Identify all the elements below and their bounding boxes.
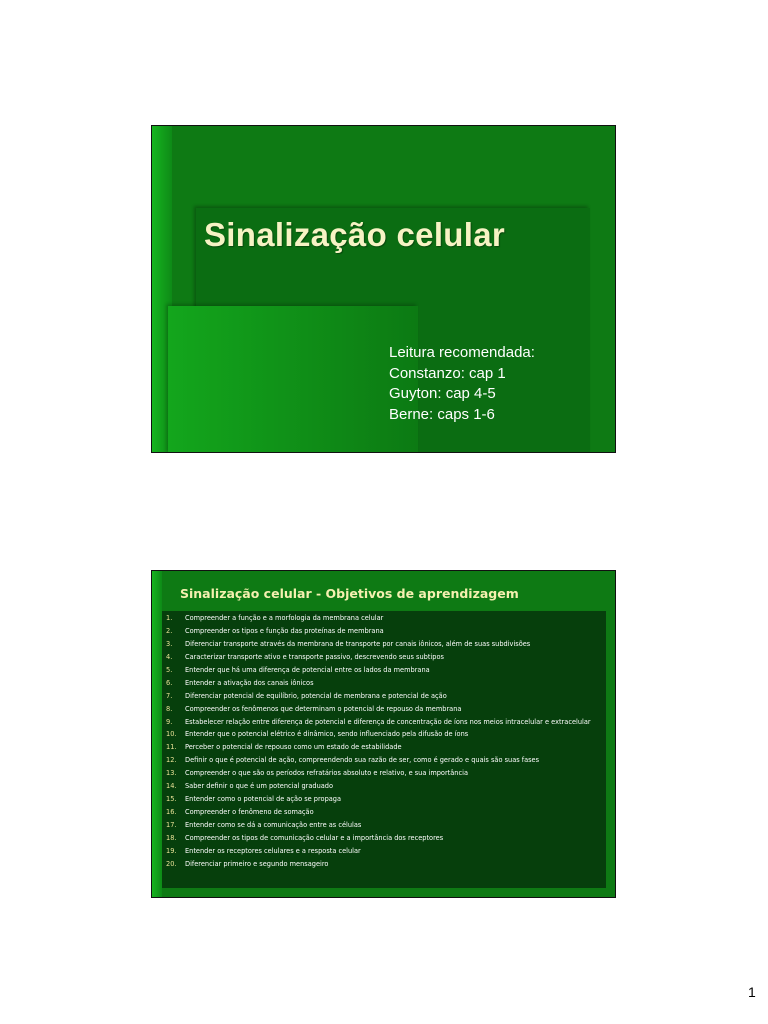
objective-item <box>166 808 604 817</box>
objective-text: Perceber o potencial de repouso como um estado de estabilidade <box>185 743 402 752</box>
objective-text: Entender como o potencial de ação se propaga <box>185 795 342 804</box>
objective-text: Entender a ativação dos canais iônicos <box>185 678 314 687</box>
objective-number: 18. <box>166 833 177 842</box>
objective-number: 16. <box>166 808 177 817</box>
objective-item <box>166 860 604 869</box>
objective-number: 10. <box>166 730 177 739</box>
slide-2 <box>151 570 616 898</box>
objective-item <box>166 730 604 739</box>
page-number: 1 <box>748 984 756 1000</box>
objective-number: 20. <box>166 859 177 868</box>
objectives-panel <box>162 611 606 888</box>
objective-text: Compreender o que são os períodos refratários absoluto e relativo, e sua importância <box>185 769 468 778</box>
objective-text: Compreender os fenômenos que determinam o potencial de repouso da membrana <box>185 704 462 713</box>
slide-1-title: Sinalização celular <box>204 216 506 253</box>
objective-number: 12. <box>166 756 177 765</box>
slide-2-accent-band <box>152 571 162 897</box>
objective-number: 8. <box>166 704 173 713</box>
objective-number: 13. <box>166 769 177 778</box>
objective-number: 11. <box>166 743 177 752</box>
objective-number: 1. <box>166 614 173 622</box>
objective-text: Diferenciar transporte através da membrana de transporte por canais iônicos, além de suas subdivisões <box>185 639 531 648</box>
objective-text: Estabelecer relação entre diferença de potencial e diferença de concentração de íons nos meios intracelular e extracelular <box>185 717 591 726</box>
slide-1-decor-rect-light <box>168 306 418 453</box>
objective-item <box>166 782 604 791</box>
objective-item <box>166 756 604 765</box>
objective-number: 14. <box>166 782 177 791</box>
objective-text: Compreender o fenômeno de somação <box>185 808 314 817</box>
objective-item <box>166 666 604 675</box>
objective-item <box>166 795 604 804</box>
objective-text: Entender que há uma diferença de potencial entre os lados da membrana <box>185 665 430 674</box>
objective-text: Entender os receptores celulares e a resposta celular <box>185 846 361 855</box>
objective-item <box>166 679 604 688</box>
objective-text: Definir o que é potencial de ação, compreendendo sua razão de ser, como é gerado e quais são suas fases <box>185 756 540 765</box>
objective-item <box>166 627 604 636</box>
objective-item <box>166 847 604 856</box>
objective-item <box>166 705 604 714</box>
slide-1 <box>151 125 616 453</box>
objective-number: 15. <box>166 795 177 804</box>
objective-number: 17. <box>166 821 177 829</box>
objective-text: Diferenciar primeiro e segundo mensageiro <box>185 859 329 868</box>
objective-item <box>166 640 604 649</box>
objective-item <box>166 821 604 830</box>
objective-number: 19. <box>166 846 177 855</box>
reading-line: Leitura recomendada: <box>389 344 535 361</box>
objective-number: 9. <box>166 717 173 726</box>
objective-number: 5. <box>166 665 173 674</box>
reading-line: Berne: caps 1-6 <box>389 405 495 423</box>
objective-text: Compreender os tipos e função das proteínas de membrana <box>185 626 384 635</box>
objective-text: Saber definir o que é um potencial graduado <box>185 782 334 791</box>
objective-number: 4. <box>166 652 173 661</box>
objective-text: Caracterizar transporte ativo e transporte passivo, descrevendo seus subtipos <box>185 652 444 661</box>
objective-number: 3. <box>166 639 173 648</box>
objective-item <box>166 834 604 843</box>
objective-text: Compreender os tipos de comunicação celular e a importância dos receptores <box>185 833 444 842</box>
objective-number: 6. <box>166 678 173 687</box>
objective-item <box>166 653 604 662</box>
objective-item <box>166 769 604 778</box>
objective-text: Entender que o potencial elétrico é dinâmico, sendo influenciado pela difusão de íons <box>185 730 469 739</box>
reading-list <box>389 343 535 425</box>
objective-number: 2. <box>166 626 173 635</box>
objective-item <box>166 614 604 623</box>
reading-line: Constanzo: cap 1 <box>389 364 506 382</box>
objective-text: Compreender a função e a morfologia da membrana celular <box>185 614 384 622</box>
slide-2-title: Sinalização celular - Objetivos de aprendizagem <box>180 586 519 601</box>
reading-line: Guyton: cap 4-5 <box>389 385 496 402</box>
objective-item <box>166 718 604 727</box>
objective-text: Diferenciar potencial de equilíbrio, potencial de membrana e potencial de ação <box>185 691 447 700</box>
objectives-list <box>166 614 604 873</box>
objective-item <box>166 743 604 752</box>
objective-number: 7. <box>166 691 173 700</box>
objective-item <box>166 692 604 701</box>
objective-text: Entender como se dá a comunicação entre as células <box>185 821 362 829</box>
